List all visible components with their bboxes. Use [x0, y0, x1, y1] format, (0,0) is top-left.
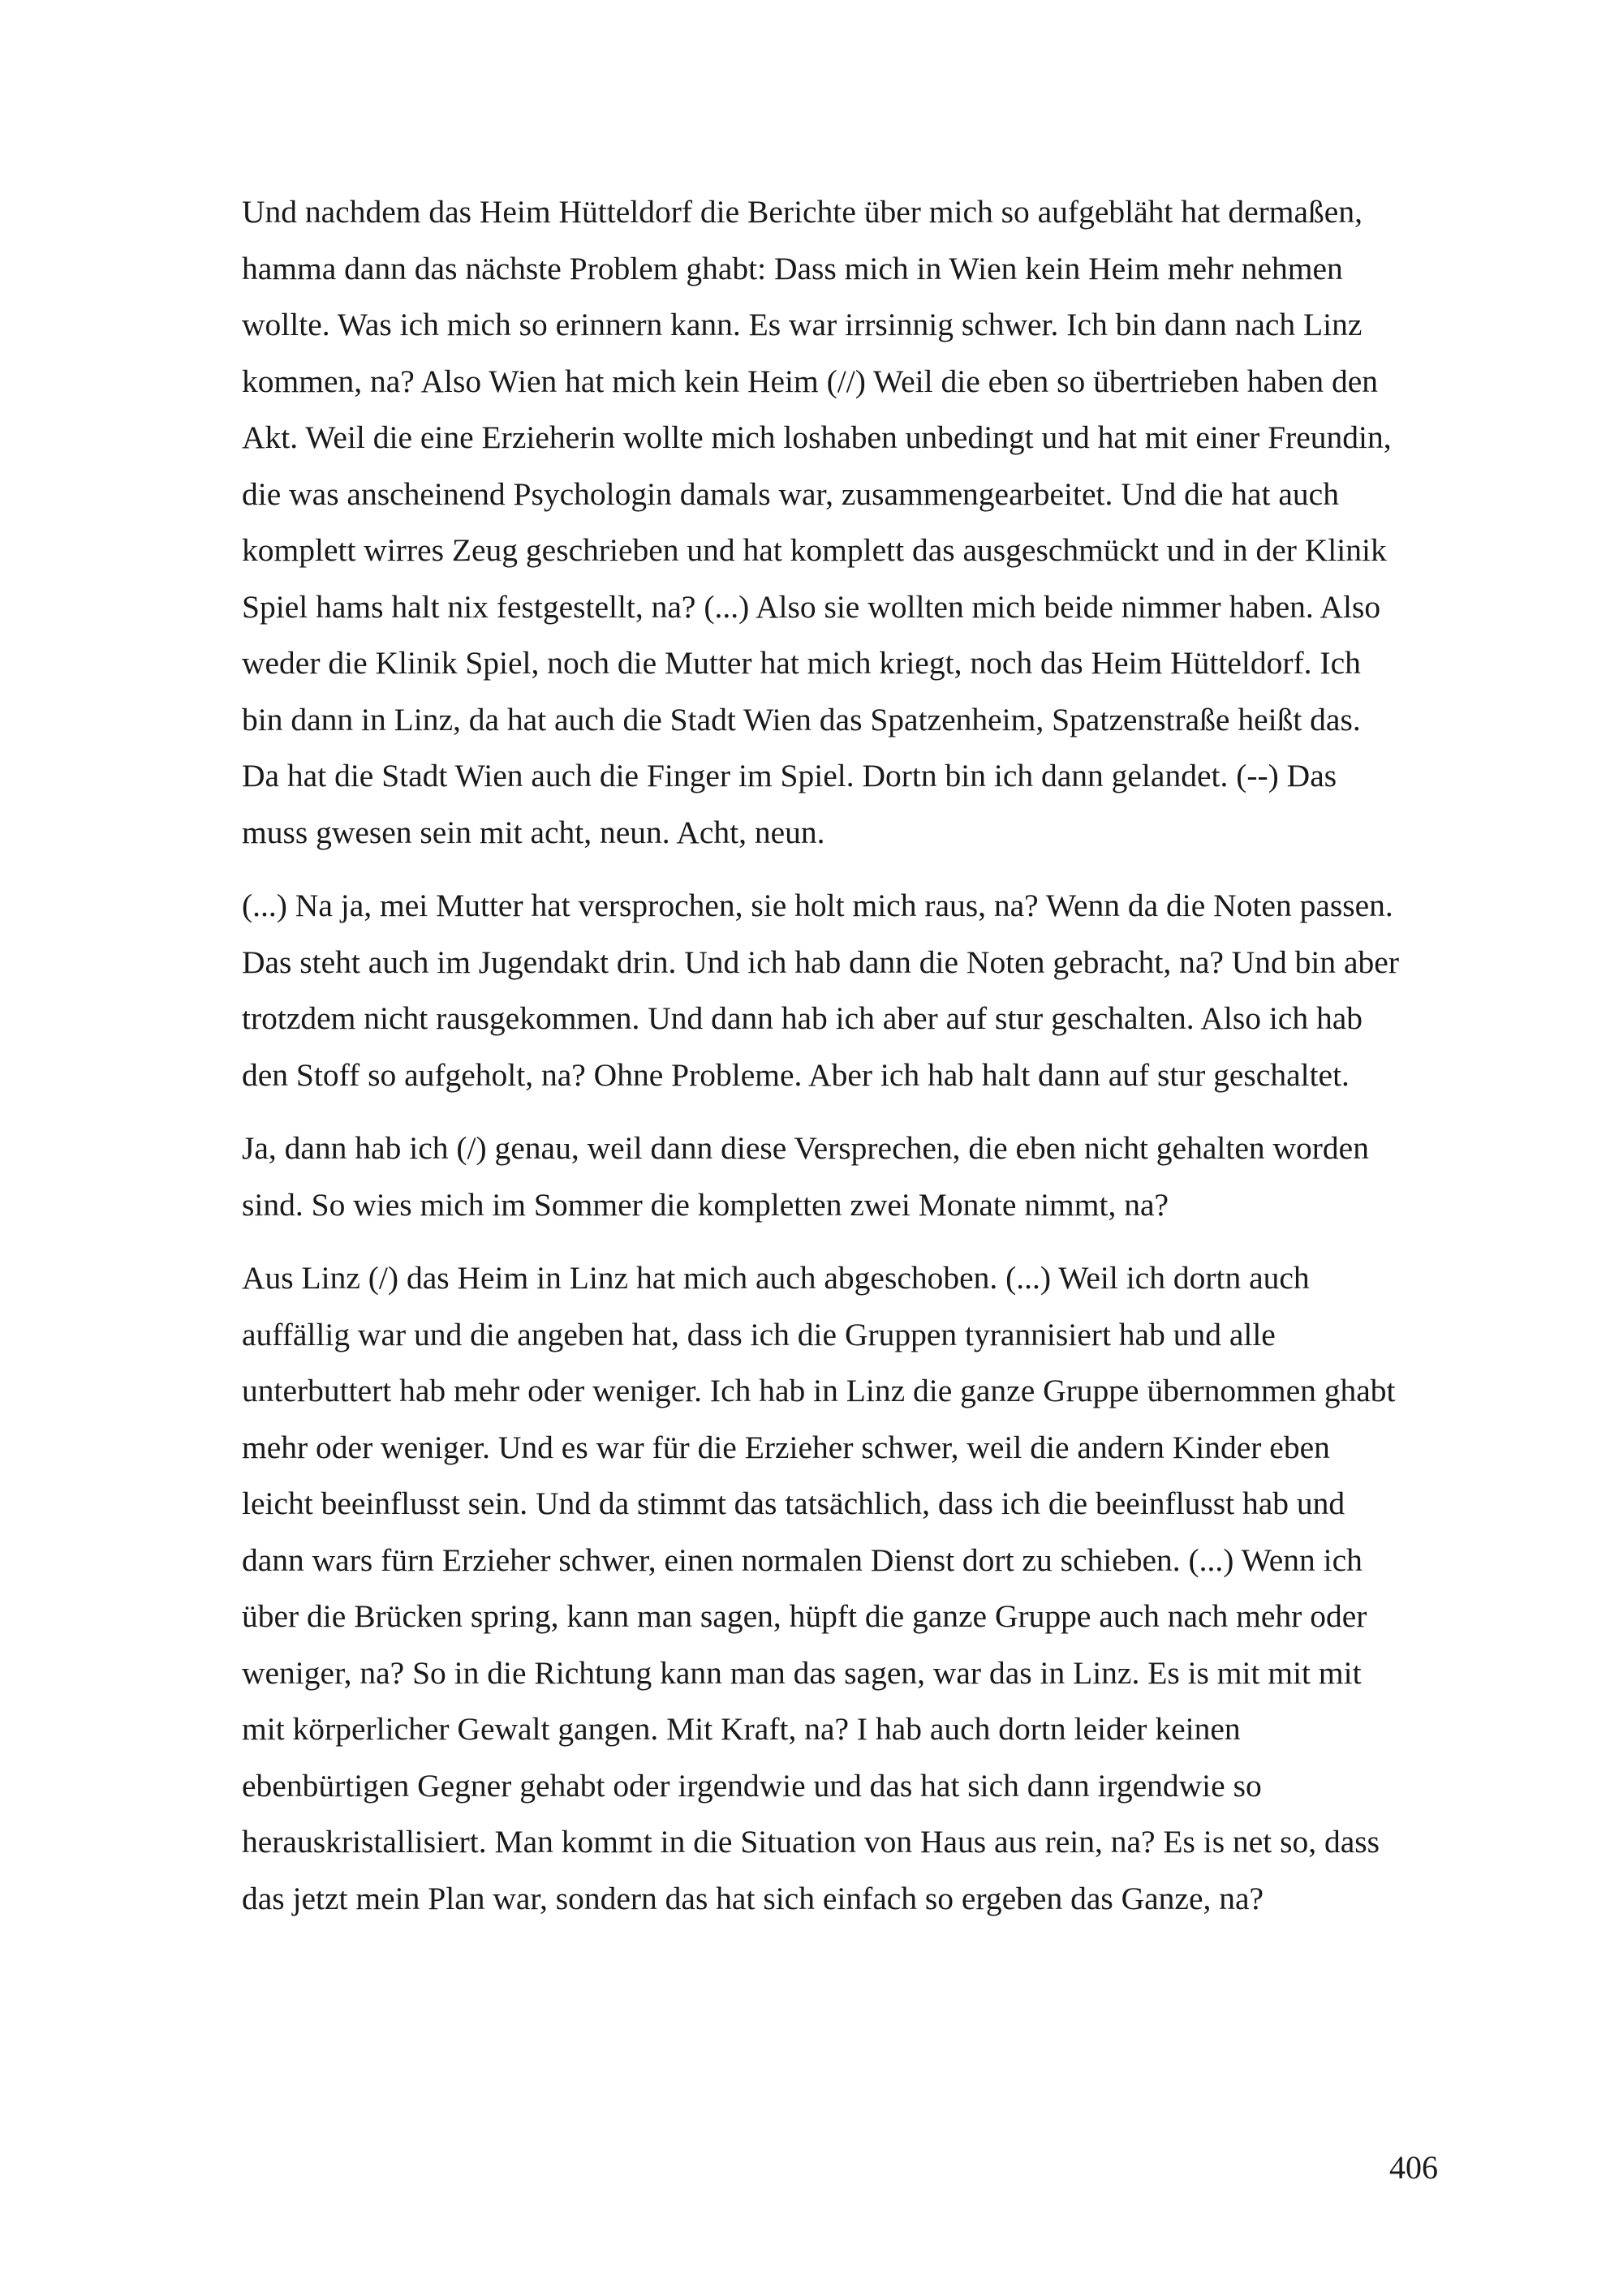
text-line: weniger, na? So in die Richtung kann man das sagen, war das in Linz. Es is mit mit mit: [242, 1654, 1362, 1691]
text-line: mit körperlicher Gewalt gangen. Mit Kraft, na? I hab auch dortn leider keinen: [242, 1711, 1241, 1747]
text-line: trotzdem nicht rausgekommen. Und dann hab ich aber auf stur geschalten. Also ich hab: [242, 1000, 1363, 1036]
text-line: sind. So wies mich im Sommer die kompletten zwei Monate nimmt, na?: [242, 1186, 1169, 1223]
text-line: komplett wirres Zeug geschrieben und hat komplett das ausgeschmückt und in der Klinik: [242, 532, 1387, 568]
text-line: (...) Na ja, mei Mutter hat versprochen, sie holt mich raus, na? Wenn da die Noten passen.: [242, 888, 1393, 923]
text-line: Ja, dann hab ich (/) genau, weil dann diese Versprechen, die eben nicht gehalten worden: [242, 1130, 1369, 1166]
text-line: Spiel hams halt nix festgestellt, na? (...) Also sie wollten mich beide nimmer haben. Also: [242, 588, 1381, 625]
text-line: dann wars fürn Erzieher schwer, einen normalen Dienst dort zu schieben. (...) Wenn ich: [242, 1541, 1363, 1578]
text-line: Aus Linz (/) das Heim in Linz hat mich auch abgeschoben. (...) Weil ich dortn auch: [242, 1260, 1310, 1296]
text-line: unterbuttert hab mehr oder weniger. Ich hab in Linz die ganze Gruppe übernommen ghabt: [242, 1373, 1396, 1408]
text-line: Akt. Weil die eine Erzieherin wollte mich loshaben unbedingt und hat mit einer Freundin,: [242, 419, 1392, 455]
text-line: hamma dann das nächste Problem ghabt: Dass mich in Wien kein Heim mehr nehmen: [242, 250, 1343, 286]
text-line: wollte. Was ich mich so erinnern kann. Es war irrsinnig schwer. Ich bin dann nach Linz: [242, 307, 1363, 342]
text-line: auffällig war und die angeben hat, dass ich die Gruppen tyrannisiert hab und alle: [242, 1316, 1276, 1352]
text-line: Da hat die Stadt Wien auch die Finger im Spiel. Dortn bin ich dann gelandet. (--) Das: [242, 758, 1337, 793]
text-line: leicht beeinflusst sein. Und da stimmt das tatsächlich, dass ich die beeinflusst hab und: [242, 1486, 1345, 1521]
text-line: bin dann in Linz, da hat auch die Stadt Wien das Spatzenheim, Spatzenstraße heißt das.: [242, 701, 1361, 737]
paragraph-1: [242, 184, 1438, 861]
text-line: Das steht auch im Jugendakt drin. Und ich hab dann die Noten gebracht, na? Und bin aber: [242, 944, 1399, 980]
text-line: den Stoff so aufgeholt, na? Ohne Probleme. Aber ich hab halt dann auf stur geschaltet.: [242, 1056, 1350, 1093]
paragraph-3: [242, 1120, 1438, 1233]
paragraph-4: [242, 1250, 1438, 1927]
text-line: Und nachdem das Heim Hütteldorf die Berichte über mich so aufgebläht hat dermaßen,: [242, 194, 1363, 230]
body-text: [242, 184, 1438, 1944]
text-line: das jetzt mein Plan war, sondern das hat sich einfach so ergeben das Ganze, na?: [242, 1880, 1264, 1916]
text-line: ebenbürtigen Gegner gehabt oder irgendwie und das hat sich dann irgendwie so: [242, 1767, 1262, 1804]
paragraph-2: [242, 878, 1438, 1103]
text-line: mehr oder weniger. Und es war für die Erzieher schwer, weil die andern Kinder eben: [242, 1429, 1330, 1465]
text-line: kommen, na? Also Wien hat mich kein Heim (//) Weil die eben so übertrieben haben den: [242, 363, 1379, 399]
text-line: die was anscheinend Psychologin damals war, zusammengearbeitet. Und die hat auch: [242, 475, 1339, 512]
page-number: 406: [1389, 2149, 1438, 2186]
text-line: über die Brücken spring, kann man sagen, hüpft die ganze Gruppe auch nach mehr oder: [242, 1598, 1367, 1634]
text-line: muss gwesen sein mit acht, neun. Acht, neun.: [242, 814, 825, 850]
text-line: herauskristallisiert. Man kommt in die Situation von Haus aus rein, na? Es is net so, dass: [242, 1824, 1380, 1860]
text-line: weder die Klinik Spiel, noch die Mutter hat mich kriegt, noch das Heim Hütteldorf. Ich: [242, 645, 1361, 681]
